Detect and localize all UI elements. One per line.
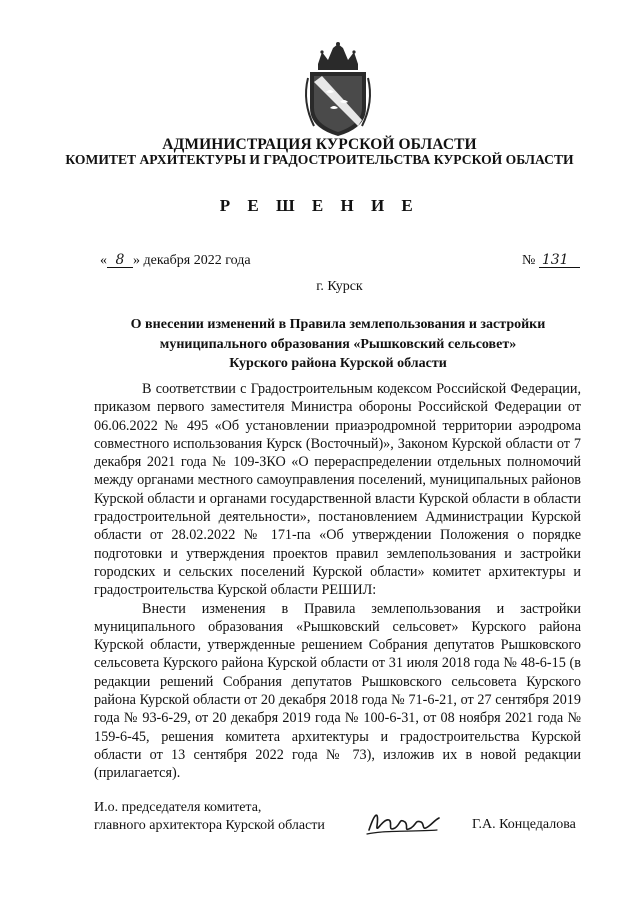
document-date — [100, 253, 251, 269]
signatory-position — [94, 799, 325, 835]
body-paragraph-decision: Внести изменения в Правила землепользования и застройки муниципального образования «Рышковский сельсовет» Курского района Курской области, утвержденные решением Собрания депутатов Рышковского сельсовета Курского района Курской области от 31 июля 2018 года № 48-6-15 (в редакции решений Собрания депутатов Рышковского сельсовета Курского района Курской области от 20 декабря 2018 года № 71-6-21, от 27 сентября 2019 года № 93-6-29, от 20 декабря 2019 года № 100-6-31, от 08 ноября 2021 года № 159-6-45, решения комитета архитектуры и градостроительства Курской области от 13 сентября 2022 года № 73), изложив их в новой редакции (прилагается). — [94, 600, 581, 782]
document-subject — [94, 315, 582, 374]
position-line: главного архитектора Курской области — [94, 818, 325, 833]
subject-line: муниципального образования «Рышковский сельсовет» — [159, 336, 517, 352]
position-line: И.о. председателя комитета, — [94, 800, 262, 815]
handwritten-signature — [365, 808, 443, 838]
subject-line: О внесении изменений в Правила землепользования и застройки — [130, 317, 546, 332]
subject-line: Курского района Курской области — [229, 356, 447, 371]
date-month-year: » декабря 2022 года — [133, 253, 251, 268]
number-prefix: № — [522, 253, 539, 268]
signatory-name: Г.А. Концедалова — [472, 817, 576, 832]
document-number — [522, 253, 580, 269]
number-handwritten: 131 — [539, 253, 580, 268]
document-body — [94, 380, 581, 783]
date-open-quote: « — [100, 253, 107, 268]
org-title-administration: АДМИНИСТРАЦИЯ КУРСКОЙ ОБЛАСТИ — [162, 136, 477, 153]
coat-of-arms-emblem — [300, 42, 376, 138]
date-day-handwritten: 8 — [107, 253, 133, 268]
document-title: Р Е Ш Е Н И Е — [219, 196, 420, 215]
body-paragraph-basis: В соответствии с Градостроительным кодексом Российской Федерации, приказом первого заместителя Министра обороны Российской Федерации от 06.06.2022 № 495 «Об установлении приаэродромной территории аэродрома совместного использования Курск (Восточный)», Законом Курской области от 7 декабря 2021 года № 109-ЗКО «О перераспределении отдельных полномочий между органами местного самоуправления поселений, муниципальных районов Курской области и органами государственной власти Курской области в области градостроительной деятельности», постановлением Администрации Курской области от 28.02.2022 № 171-па «Об утверждении Положения о порядке подготовки и утверждения проектов правил землепользования и застройки городских и сельских поселений Курской области» комитет архитектуры и градостроительства Курской области РЕШИЛ: — [94, 381, 581, 599]
org-title-committee: КОМИТЕТ АРХИТЕКТУРЫ И ГРАДОСТРОИТЕЛЬСТВА КУРСКОЙ ОБЛАСТИ — [65, 152, 574, 167]
document-city: г. Курск — [316, 279, 363, 294]
